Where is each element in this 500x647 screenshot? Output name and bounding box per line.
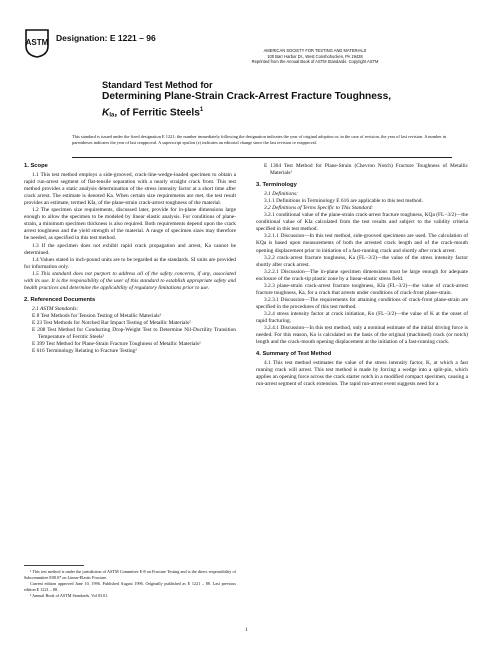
paragraph: 4.1 This test method estimates the value of the stress intensity factor, K, at which a fast running crack will arrest. This test method is made by forcing a wedge into a split-pin, which applies an opening force across the crack starter notch in a modified compact specimen, causing a run-arrest segment of crack extension. The rapid run-arrest event suggests need for a xyxy=(256,360,468,388)
paragraph: 3.2.3 plane-strain crack-arrest fracture toughness, KIa (FL−3/2)—the value of crack-arrest fracture toughness, Ka, for a crack that arrests under conditions of crack-front plane-strain. xyxy=(256,282,468,296)
divider xyxy=(72,157,452,158)
reference-item: E 8 Test Methods for Tension Testing of Metallic Materials² xyxy=(32,312,162,319)
paragraph: 2.1 ASTM Standards: xyxy=(32,305,79,312)
designation: Designation: E 1221 – 96 xyxy=(56,33,156,43)
section-heading: 3. Terminology xyxy=(256,182,297,189)
reference-item: E 23 Test Methods for Notched Bar Impact Testing of Metallic Materials² xyxy=(32,319,191,326)
astm-logo xyxy=(24,28,50,58)
publisher-line: AMERICAN SOCIETY FOR TESTING AND MATERIALS xyxy=(263,48,367,53)
paragraph: 3.2.1 conditional value of the plane-strain crack-arrest fracture toughness, KQa (FL−3/2)—the conditional value of KIa calculated from the test results and subject to the validity criteria specified in this test method. xyxy=(256,212,468,233)
publisher-line: Reprinted from the Annual Book of ASTM Standards. Copyright ASTM xyxy=(251,59,379,65)
title-line: Determining Plane-Strain Crack-Arrest Fracture Toughness, xyxy=(102,91,392,103)
paragraph: 3.2.1.1 Discussion—In this test method, side-grooved specimens are used. The calculation of KQa is based upon measurements of both the arrested crack length and of the crack-mouth opening displacement prior to initiation of a fast-running crack and shortly after crack arrest. xyxy=(256,233,468,254)
title-line: $K_{Ia}$, of Ferritic Steels$^1$ xyxy=(102,106,204,119)
paragraph: 1.4 Values stated in inch-pound units are to be regarded as the standards. SI units are provided for information only. xyxy=(24,256,236,270)
svg-text:ASTM: ASTM xyxy=(25,38,49,47)
publisher-line: 100 Barr Harbor Dr., West Conshohocken, PA 19428 xyxy=(267,53,363,59)
paragraph: 3.2.2 crack-arrest fracture toughness, Ka (FL−3/2)—the value of the stress intensity factor shortly after crack arrest. xyxy=(256,254,468,268)
left-column xyxy=(24,163,236,355)
paragraph: 3.2.3.1 Discussion—The requirements for attaining conditions of crack-front plane-strain are specified in the procedures of this test method. xyxy=(256,296,468,310)
paragraph: 1.5 This standard does not purport to address all of the safety concerns, if any, associated with its use. It is the responsibility of the user of this standard to establish appropriate safety and health practices and determine the applicability of regulatory limitations prior to use. xyxy=(24,270,236,291)
reference-item: E 208 Test Method for Conducting Drop-Weight Test to Determine Nil-Ductility Transition Temperature of Ferritic Steels² xyxy=(32,327,236,341)
footnote: ² Annual Book of ASTM Standards, Vol 03.01. xyxy=(30,593,109,599)
paragraph: 3.2.4 stress intensity factor at crack initiation, Ko (FL−3/2)—the value of K at the onset of rapid fracturing. xyxy=(256,310,468,324)
paragraph: 3.1 Definitions: xyxy=(264,191,298,198)
standard-note: This standard is issued under the fixed designation E 1221; the number immediately following the designation indicates the year of original adoption or, in the case of revision, the year of last revision. A number in parentheses indicates the year of last reapproval. A superscript epsilon (ε) indicates an editorial change since the last revision or reapproval. xyxy=(72,134,447,146)
paragraph: 3.2.2.1 Discussion—The in-plane specimen dimensions must be large enough for adequate enclosure of the crack-tip plastic zone by a linear-elastic stress field. xyxy=(256,268,468,282)
paragraph: 1.3 If the specimen does not exhibit rapid crack propagation and arrest, Ka cannot be determined. xyxy=(24,242,236,256)
page-number: 1 xyxy=(245,627,248,633)
paragraph: 3.2 Definitions of Terms Specific to This Standard: xyxy=(264,205,374,212)
title-line: Standard Test Method for xyxy=(102,80,213,90)
paragraph: 3.1.1 Definitions in Terminology E 616 are applicable to this test method. xyxy=(264,198,423,205)
reference-item: E 1304 Test Method for Plane-Strain (Chevron Notch) Fracture Toughness of Metallic Materials² xyxy=(264,163,468,177)
footnote-divider xyxy=(24,565,84,566)
footnotes xyxy=(24,569,236,600)
reference-item: E 399 Test Method for Plane-Strain Fracture Toughness of Metallic Materials² xyxy=(32,341,201,348)
footnote: ¹ This test method is under the jurisdiction of ASTM Committee E-8 on Fracture Testing and is the direct responsibility of Subcommittee E08.07 on Linear-Elastic Fracture. xyxy=(24,569,236,580)
paragraph: 3.2.4.1 Discussion—In this test method, only a nominal estimate of the initial driving force is needed. For this reason, Ko is calculated on the basis of the original (machined) crack (or notch) length and the crack-mouth opening displacement at the initiation of a fast-running crack. xyxy=(256,325,468,346)
paragraph: 1.1 This test method employs a side-grooved, crack-line-wedge-loaded specimen to obtain a rapid run-arrest segment of flat-tensile separation with a nearly straight crack front. This test method provides a static analysis determination of the stress intensity factor at a short time after crack arrest. The estimate is denoted Ka. When certain size requirements are met, the test result provides an estimate, termed KIa, of the plane-strain crack-arrest toughness of the material. xyxy=(24,172,236,207)
publisher-info xyxy=(200,48,430,65)
document-title xyxy=(102,79,422,122)
right-column xyxy=(256,163,468,388)
paragraph: 1.2 The specimen size requirements, discussed later, provide for in-plane dimensions large enough to allow the specimen to be modeled by linear elastic analysis. For conditions of plane-strain, a minimum specimen thickness is also required. Both requirements depend upon the crack arrest toughness and the yield strength of the material. A range of specimen sizes may therefore be needed, as specified in this test method. xyxy=(24,207,236,242)
footnote: Current edition approved June 10, 1996. Published August 1996. Originally published as E 1221 – 88. Last previous edition E 1221 – 88. xyxy=(24,581,236,592)
section-heading: 1. Scope xyxy=(24,163,48,169)
reference-item: E 616 Terminology Relating to Fracture Testing² xyxy=(32,348,137,355)
section-heading: 4. Summary of Test Method xyxy=(256,351,332,358)
section-heading: 2. Referenced Documents xyxy=(24,296,96,303)
